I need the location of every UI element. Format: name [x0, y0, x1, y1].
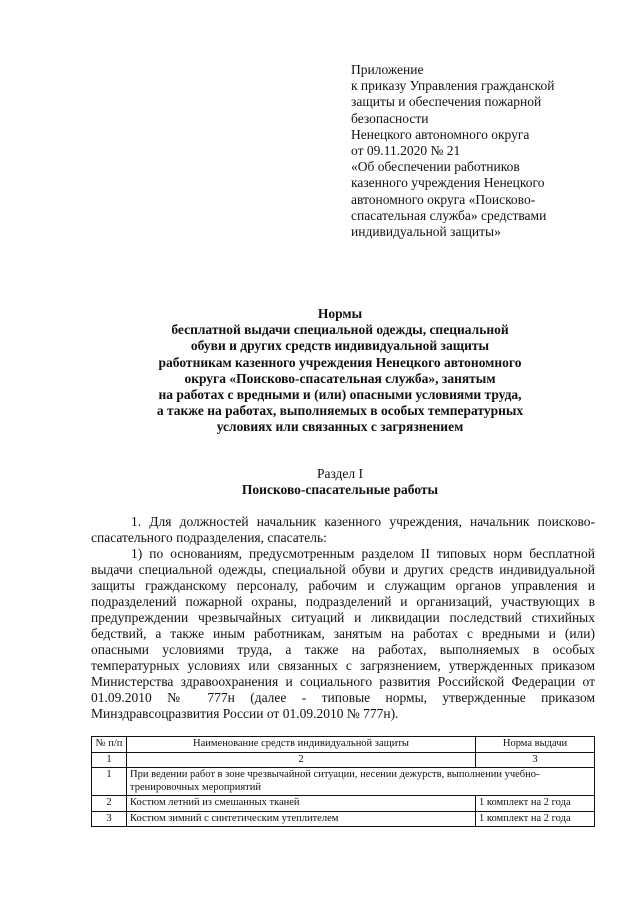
title-line: на работах с вредными и (или) опасными условиями труда, — [158, 387, 522, 403]
title-line: обуви и других средств индивидуальной защиты — [190, 338, 490, 354]
title-line: а также на работах, выполняемых в особых температурных — [156, 403, 524, 419]
index-cell: 2 — [127, 752, 476, 768]
group-num: 1 — [92, 768, 127, 796]
appendix-line: защиты и обеспечения пожарной — [351, 94, 542, 110]
section-heading — [60, 466, 620, 498]
table-group-row — [92, 768, 595, 796]
table-header-row — [92, 737, 595, 753]
body-text — [91, 514, 595, 722]
appendix-line: автономного округа «Поисково- — [351, 191, 536, 207]
row-name: Костюм летний из смешанных тканей — [127, 796, 476, 812]
title-line: условиях или связанных с загрязнением — [216, 419, 464, 435]
paragraph-2: 1) по основаниям, предусмотренным разделом II типовых норм бесплатной выдачи специальной одежды, специальной обуви и других средств индивидуальной защиты гражданскому персоналу, рабочим и служащим органов управления и подразделений пожарной охраны, подразделений и организаций, участвующих в предупреждении чрезвычайных ситуаций и ликвидации последствий стихийных бедствий, а также иным работникам, занятым на работах с вредными и (или) опасными условиями труда, а также на работах, выполняемых в особых температурных условиях или связанных с загрязнением, утвержденных приказом Министерства здравоохранения и социального развития Российской Федерации от 01.09.2010 № 777н (далее - типовые нормы, утвержденные приказом Минздравсоцразвития России от 01.09.2010 № 777н). — [91, 546, 595, 721]
table-row — [92, 811, 595, 827]
section-name: Поисково-спасательные работы — [241, 482, 439, 498]
title-line: округа «Поисково-спасательная служба», занятым — [184, 370, 496, 386]
appendix-line: безопасности — [351, 110, 429, 126]
title-line: бесплатной выдачи специальной одежды, специальной — [171, 322, 509, 338]
appendix-line: казенного учреждения Ненецкого — [351, 175, 545, 191]
table-index-row — [92, 752, 595, 768]
row-name: Костюм зимний с синтетическим утеплителем — [127, 811, 476, 827]
row-norm: 1 комплект на 2 года — [476, 811, 595, 827]
appendix-line: «Об обеспечении работников — [351, 159, 520, 175]
row-num: 3 — [92, 811, 127, 827]
title-line: работникам казенного учреждения Ненецкого автономного — [158, 354, 522, 370]
appendix-line: от 09.11.2020 № 21 — [351, 143, 461, 159]
table-row — [92, 796, 595, 812]
paragraph-1: 1. Для должностей начальник казенного учреждения, начальник поисково-спасательного подразделения, спасатель: — [91, 514, 595, 545]
index-cell: 3 — [476, 752, 595, 768]
row-norm: 1 комплект на 2 года — [476, 796, 595, 812]
header-num: № п/п — [92, 737, 127, 753]
title-line: Нормы — [317, 306, 363, 321]
index-cell: 1 — [92, 752, 127, 768]
appendix-line: индивидуальной защиты» — [351, 224, 501, 240]
header-norm: Норма выдачи — [476, 737, 595, 753]
document-title — [60, 306, 620, 436]
appendix-line: к приказу Управления гражданской — [351, 78, 555, 94]
section-label: Раздел I — [316, 466, 364, 481]
group-text: При ведении работ в зоне чрезвычайной ситуации, несении дежурств, выполнении учебно-тренировочных мероприятий — [127, 768, 595, 796]
appendix-block — [351, 62, 621, 240]
ppe-norms-table — [91, 736, 595, 827]
header-name: Наименование средств индивидуальной защиты — [127, 737, 476, 753]
appendix-line: спасательная служба» средствами — [351, 207, 547, 223]
appendix-line: Приложение — [351, 62, 424, 77]
row-num: 2 — [92, 796, 127, 812]
appendix-line: Ненецкого автономного округа — [351, 126, 530, 142]
